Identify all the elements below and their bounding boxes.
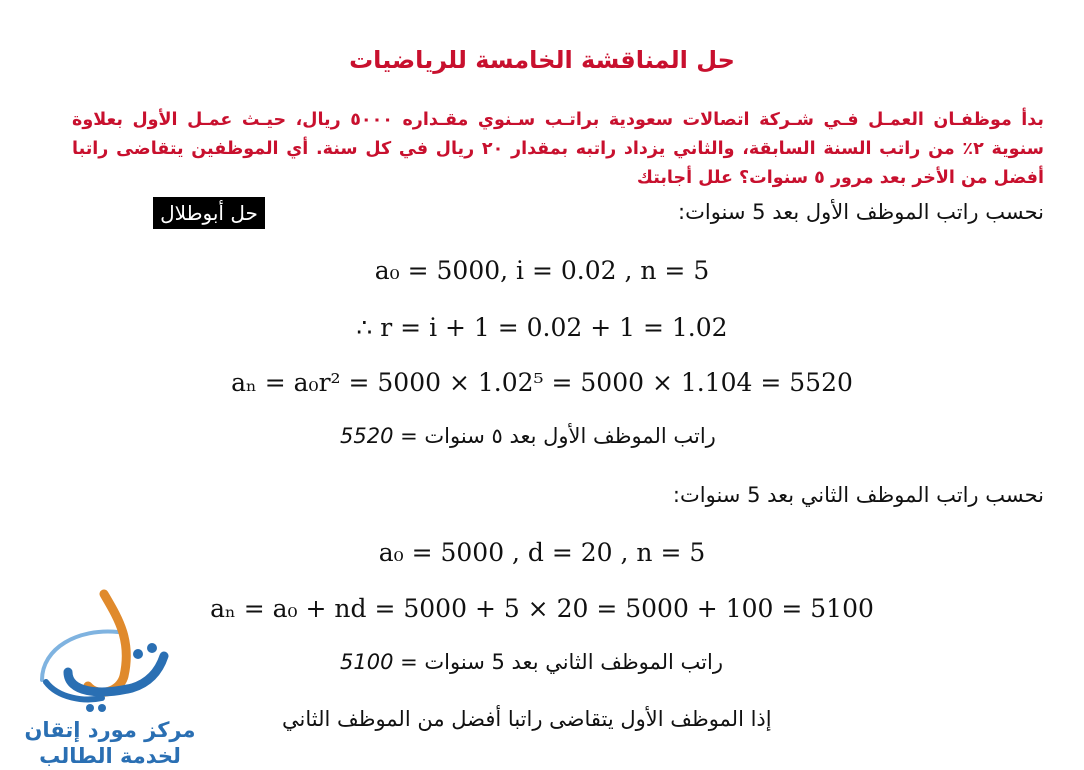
first-eq-ratio [0,313,1084,342]
problem-statement: بدأ موظفـان العمـل فـي شـركة اتصالات سعودية براتـب سـنوي مقـداره ٥٠٠٠ ريال، حيـث عمـل الأول بعلاوة سنوية ٢٪ من راتب السنة السابقة، والثاني يزداد راتبه بمقدار ٢٠ ريال في كل سنة. أي الموظفين يتقاضى راتبا أفضل من الأخر بعد مرور ٥ سنوات؟ علل أجابتك [72,110,1044,188]
conclusion: إذا الموظف الأول يتقاضى راتبا أفضل من الموظف الثاني [282,707,772,731]
itqan-logo-icon [28,588,188,716]
solver-label: حل أبوطلال [153,197,265,229]
first-eq-formula [0,368,1084,397]
first-result-text: راتب الموظف الأول بعد ٥ سنوات = [400,424,716,448]
first-result [340,424,716,448]
first-eq-given [0,256,1084,285]
first-eq-given-text: a₀ = 5000, i = 0.02 , n = 5 [374,256,710,285]
second-eq-formula-text: aₙ = a₀ + nd = 5000 + 5 × 20 = 5000 + 100 = 5100 [210,594,874,623]
first-employee-heading: نحسب راتب الموظف الأول بعد 5 سنوات: [678,200,1044,224]
second-eq-given-text: a₀ = 5000 , d = 20 , n = 5 [378,538,706,567]
first-result-value: 5520 [340,424,394,448]
first-eq-ratio-text: ∴ r = i + 1 = 0.02 + 1 = 1.02 [356,313,728,342]
first-eq-formula-text: aₙ = a₀r² = 5000 × 1.02⁵ = 5000 × 1.104 = 5520 [231,368,853,397]
second-employee-heading: نحسب راتب الموظف الثاني بعد 5 سنوات: [672,483,1044,507]
second-result-value: 5100 [340,650,394,674]
page-title: حل المناقشة الخامسة للرياضيات [349,46,735,74]
second-result [340,650,723,674]
second-result-text: راتب الموظف الثاني بعد 5 سنوات = [400,650,723,674]
second-eq-given [0,538,1084,567]
logo-text-line1: مركز مورد إتقان [24,718,196,742]
logo-text-line2: لخدمة الطالب [39,744,181,768]
